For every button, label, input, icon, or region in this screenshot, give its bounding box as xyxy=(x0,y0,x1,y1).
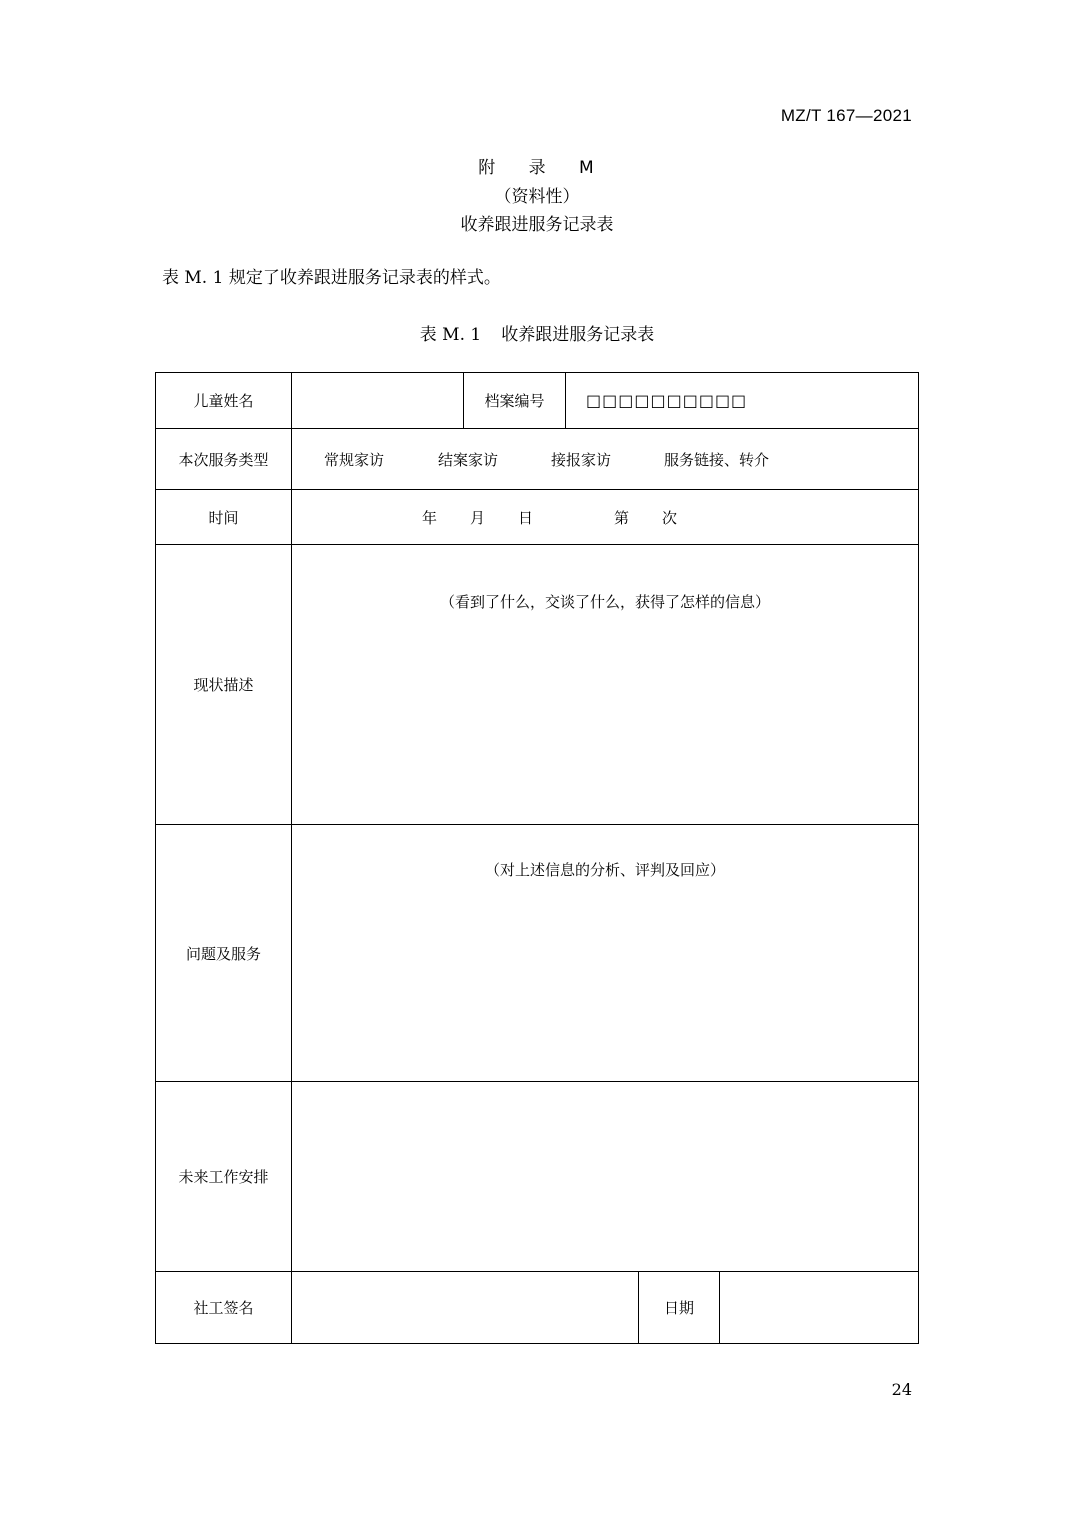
service-type-option-referral[interactable]: 服务链接、转介 xyxy=(664,450,770,469)
status-description-label: 现状描述 xyxy=(193,676,254,694)
file-number-label: 档案编号 xyxy=(463,373,565,428)
row-issues-services xyxy=(156,825,918,1082)
date-field[interactable] xyxy=(719,1272,918,1343)
row-status-description xyxy=(156,545,918,825)
service-type-option-report[interactable]: 接报家访 xyxy=(551,450,612,469)
follow-up-record-form xyxy=(155,372,919,1344)
file-number-field[interactable] xyxy=(565,373,918,428)
table-caption-title: 收养跟进服务记录表 xyxy=(501,325,655,345)
service-type-option-routine[interactable]: 常规家访 xyxy=(324,450,385,469)
service-type-option-closing[interactable]: 结案家访 xyxy=(438,450,499,469)
status-description-hint: （看到了什么，交谈了什么，获得了怎样的信息） xyxy=(439,593,770,611)
status-description-field[interactable] xyxy=(291,545,918,824)
standard-number: MZ/T 167—2021 xyxy=(780,106,912,125)
signature-label: 社工签名 xyxy=(193,1299,254,1317)
time-day-label: 日 xyxy=(518,508,534,527)
row-child-name xyxy=(156,373,918,429)
page-number: 24 xyxy=(891,1380,912,1399)
time-year-label: 年 xyxy=(422,508,438,527)
issues-services-hint: （对上述信息的分析、评判及回应） xyxy=(484,861,725,879)
time-label: 时间 xyxy=(208,508,239,527)
issues-services-label: 问题及服务 xyxy=(185,944,261,963)
row-time xyxy=(156,490,918,545)
child-name-field[interactable] xyxy=(291,373,463,428)
issues-services-field[interactable] xyxy=(291,825,918,1081)
service-type-options xyxy=(291,429,918,489)
time-times-label: 次 xyxy=(662,508,678,527)
intro-paragraph: 表 M. 1 规定了收养跟进服务记录表的样式。 xyxy=(162,268,501,288)
row-service-type xyxy=(156,429,918,490)
row-future-plan xyxy=(156,1082,918,1272)
appendix-title: 收养跟进服务记录表 xyxy=(460,215,614,235)
child-name-label: 儿童姓名 xyxy=(193,392,254,410)
time-month-label: 月 xyxy=(470,508,486,527)
future-plan-field[interactable] xyxy=(291,1082,918,1271)
service-type-label: 本次服务类型 xyxy=(178,450,269,469)
appendix-label: 附 录 M xyxy=(478,158,608,178)
future-plan-label: 未来工作安排 xyxy=(178,1168,269,1186)
file-number-boxes: □□□□□□□□□□ xyxy=(586,391,748,410)
time-ordinal-label: 第 xyxy=(614,508,630,527)
table-caption-number: 表 M. 1 xyxy=(419,325,482,345)
appendix-nature: （资料性） xyxy=(494,187,580,207)
table-caption xyxy=(0,320,1074,345)
row-signature xyxy=(156,1272,918,1343)
time-field[interactable] xyxy=(291,490,918,544)
date-label: 日期 xyxy=(638,1272,719,1343)
signature-field[interactable] xyxy=(291,1272,638,1343)
